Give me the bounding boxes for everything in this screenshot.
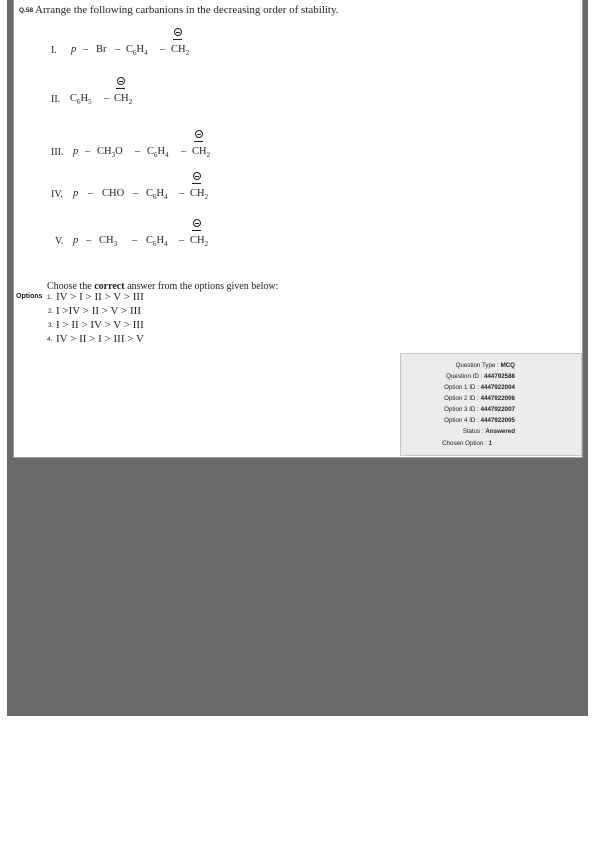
bond-bar [192, 183, 201, 184]
bond-bar [173, 39, 182, 40]
roman-numeral: II. [51, 94, 61, 105]
option-text: IV > II > I > III > V [56, 333, 144, 345]
question-info-panel [400, 353, 582, 456]
option-number: 2. [48, 308, 54, 315]
option-number: 4. [47, 336, 53, 343]
info-question-id: Question ID : 444792588 [446, 373, 515, 380]
info-status: Status : Answered [462, 428, 515, 435]
formula-prefix: p [73, 235, 79, 246]
bond-bar [116, 88, 125, 89]
option-text: I >IV > II > V > III [56, 305, 141, 317]
options-label: Options [16, 293, 43, 300]
roman-numeral: III. [51, 147, 64, 158]
negative-charge-icon [193, 172, 201, 180]
info-option-4-id: Option 4 ID : 4447922005 [444, 417, 515, 424]
formula-prefix: p [73, 146, 79, 157]
info-option-2-id: Option 2 ID : 4447922006 [444, 395, 515, 402]
option-text: IV > I > II > V > III [56, 291, 144, 303]
question-text: Arrange the following carbanions in the decreasing order of stability. [35, 4, 339, 16]
roman-numeral: IV. [51, 189, 63, 200]
negative-charge-icon [195, 130, 203, 138]
formula-part: Br [96, 44, 107, 55]
negative-charge-icon [174, 28, 182, 36]
answer-prompt: Choose the correct answer from the options given below: [47, 281, 279, 292]
option-number: 3. [48, 322, 54, 329]
negative-charge-icon [193, 219, 201, 227]
roman-numeral: I. [51, 45, 57, 56]
info-question-type: Question Type : MCQ [455, 362, 515, 369]
info-option-3-id: Option 3 ID : 4447922007 [444, 406, 515, 413]
formula-part: CHO [102, 188, 125, 199]
option-number: 1. [47, 294, 53, 301]
info-option-1-id: Option 1 ID : 4447922004 [444, 384, 515, 391]
question-card: Q.58 Arrange the following carbanions in the decreasing order of stability. I. p – Br – $C_6H_4$ – $CH_2$ II. $C_6H_5$ – $CH_2$ III. p – $CH_3O$ – $C_6H_4$ – $CH_2$ IV. p – CHO – $C_6H_4$ – $CH_2$ V. p – $CH_3$ – $C_6H_4$ – $CH_2$ Choose the correct answer from the options given below: Options 1. IV > I > II > V > III 2. I >IV > II > V > III 3. I > II > IV > V > III 4. IV > II > I > III > V Question Type : MCQ Question ID : 444792588 Option 1 ID : 4447922004 Option 2 ID : 4447922006 Option 3 ID : 4447922007 Option 4 ID : 4447922005 Status : Answered Chosen Option : 1 [13, 0, 583, 458]
question-number: Q.58 [19, 7, 34, 14]
formula-prefix: p [73, 188, 79, 199]
info-chosen-option: Chosen Option : 1 [442, 440, 492, 447]
bond-bar [194, 141, 203, 142]
bond-bar [192, 230, 201, 231]
option-text: I > II > IV > V > III [56, 319, 144, 331]
roman-numeral: V. [55, 236, 64, 247]
negative-charge-icon [117, 77, 125, 85]
formula-prefix: p [71, 44, 77, 55]
